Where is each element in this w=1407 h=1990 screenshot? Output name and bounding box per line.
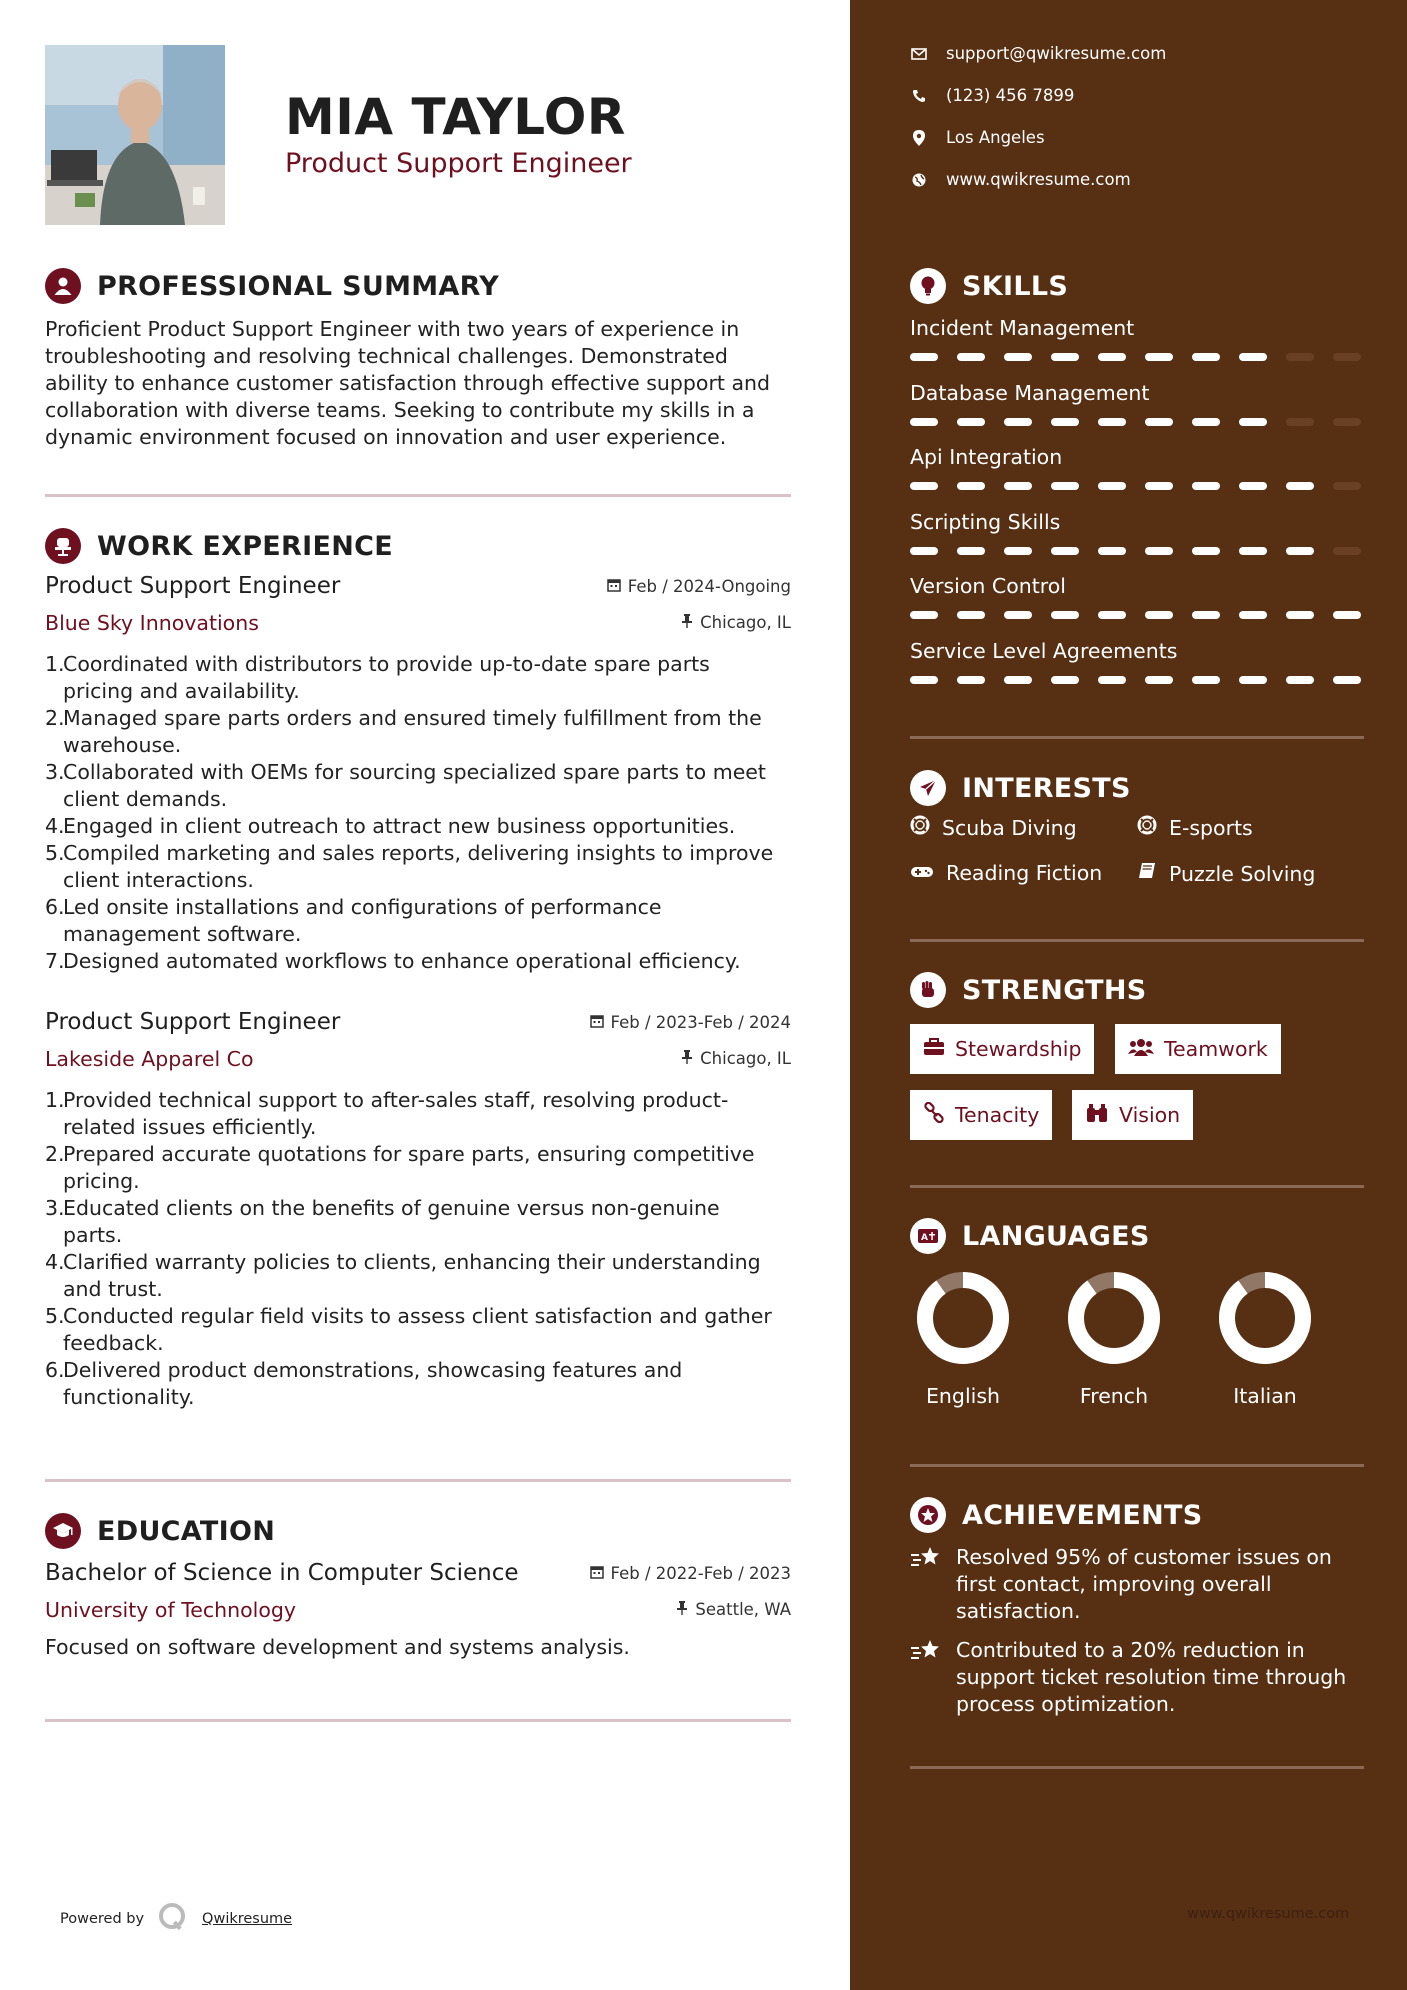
skill-level-dot xyxy=(1004,676,1032,684)
skill-level-dot xyxy=(1098,676,1126,684)
shooting-star-icon xyxy=(910,1637,942,1718)
skill-level-dot xyxy=(910,418,938,426)
skill-item xyxy=(910,316,1370,361)
language-item xyxy=(1205,1270,1325,1408)
skill-level-dot xyxy=(957,482,985,490)
language-ring-fill xyxy=(1227,1280,1303,1356)
footer-url[interactable]: www.qwikresume.com xyxy=(1187,1906,1350,1922)
summary-title: PROFESSIONAL SUMMARY xyxy=(97,270,500,302)
strength-label: Teamwork xyxy=(1164,1037,1268,1061)
section-divider xyxy=(45,1479,791,1482)
job-duties xyxy=(45,651,791,975)
job-entry xyxy=(45,1009,791,1409)
star-badge-icon xyxy=(910,1497,946,1533)
skill-level-dot xyxy=(1239,611,1267,619)
fist-icon xyxy=(910,972,946,1008)
language-name: English xyxy=(925,1384,1001,1408)
candidate-title: Product Support Engineer xyxy=(285,148,632,179)
powered-by xyxy=(60,1902,292,1936)
list-item: 4. Engaged in client outreach to attract new business opportunities. xyxy=(45,814,736,838)
job-date-text: Feb / 2024-Ongoing xyxy=(627,577,791,596)
job-date xyxy=(590,1013,791,1032)
skill-level-dot xyxy=(1004,482,1032,490)
list-item: 6. Delivered product demonstrations, showcasing features and functionality. xyxy=(45,1358,683,1409)
lifebuoy-icon xyxy=(910,815,930,840)
strength-chip xyxy=(910,1090,1052,1140)
skill-level-dot xyxy=(1286,676,1314,684)
section-divider xyxy=(45,494,791,497)
skill-level-dot xyxy=(1004,353,1032,361)
language-item xyxy=(903,1270,1023,1408)
skill-level-dot xyxy=(1192,353,1220,361)
skill-level-dot xyxy=(910,547,938,555)
envelope-icon xyxy=(910,48,928,60)
skill-level-dot xyxy=(910,482,938,490)
skill-level-dot xyxy=(910,676,938,684)
pin-icon xyxy=(681,1049,693,1068)
calendar-icon xyxy=(590,1013,604,1032)
summary-line: dynamic environment focused on innovation and user experience. xyxy=(45,425,727,449)
interest-label: E-sports xyxy=(1169,815,1253,840)
job-duties xyxy=(45,1087,791,1411)
strengths-heading xyxy=(910,972,1147,1008)
skill-level-dot xyxy=(1145,482,1173,490)
skill-name: Service Level Agreements xyxy=(910,638,1178,663)
job-location-text: Chicago, IL xyxy=(700,613,791,632)
skill-level-dot xyxy=(1286,353,1314,361)
lifebuoy-icon xyxy=(1137,815,1157,840)
skill-level-dot xyxy=(1145,353,1173,361)
section-divider xyxy=(910,736,1364,739)
pin-icon xyxy=(681,613,693,632)
skill-name: Database Management xyxy=(910,380,1150,405)
skill-name: Version Control xyxy=(910,574,1067,598)
achievement-item xyxy=(910,1544,1370,1625)
user-icon xyxy=(45,268,81,304)
skill-item xyxy=(910,574,1370,619)
skills-heading xyxy=(910,268,1068,304)
list-item: 7. Designed automated workflows to enhance operational efficiency. xyxy=(45,949,741,973)
phone-text: (123) 456 7899 xyxy=(946,86,1075,105)
education-entry xyxy=(45,1560,791,1670)
section-divider xyxy=(910,1464,1364,1467)
skill-level-dot xyxy=(1239,676,1267,684)
achievement-item xyxy=(910,1637,1370,1718)
skill-name: Scripting Skills xyxy=(910,509,1061,534)
skill-level-dot xyxy=(1333,482,1361,490)
skill-level-dot xyxy=(1051,611,1079,619)
school-name: University of Technology xyxy=(45,1598,297,1622)
skill-level-dot xyxy=(1098,482,1126,490)
lightbulb-icon xyxy=(910,268,946,304)
achievements-heading xyxy=(910,1497,1203,1533)
interest-label: Scuba Diving xyxy=(942,815,1077,840)
binoculars-icon xyxy=(1085,1103,1109,1128)
skill-level-dot xyxy=(957,676,985,684)
skill-item xyxy=(910,381,1370,426)
strength-chip xyxy=(1072,1090,1193,1140)
interest-item xyxy=(910,815,1077,840)
skill-item xyxy=(910,510,1370,555)
summary-text xyxy=(45,316,795,451)
skill-level-dot xyxy=(1333,611,1361,619)
powered-by-label: Powered by xyxy=(60,1911,145,1927)
skill-level-dot xyxy=(1192,676,1220,684)
skill-level-dot xyxy=(1333,353,1361,361)
section-divider xyxy=(910,1185,1364,1188)
skill-level-meter xyxy=(910,547,1370,555)
graduation-cap-icon xyxy=(45,1513,81,1549)
education-title: EDUCATION xyxy=(97,1515,276,1547)
location-text: Los Angeles xyxy=(946,128,1045,147)
skill-level-dot xyxy=(1004,547,1032,555)
email-text: support@qwikresume.com xyxy=(946,44,1167,63)
candidate-name: MIA TAYLOR xyxy=(285,88,626,146)
list-item: 6. Led onsite installations and configurations of performance management software. xyxy=(45,895,662,946)
job-location-text: Chicago, IL xyxy=(700,1049,791,1068)
job-company: Blue Sky Innovations xyxy=(45,611,259,635)
achievement-line: Resolved 95% of customer issues on xyxy=(956,1545,1332,1569)
job-company: Lakeside Apparel Co xyxy=(45,1047,254,1071)
skill-level-dot xyxy=(1333,418,1361,426)
interest-label: Reading Fiction xyxy=(946,861,1103,885)
skill-level-dot xyxy=(1239,482,1267,490)
education-description: Focused on software development and systems analysis. xyxy=(45,1635,630,1659)
strength-chip xyxy=(1115,1024,1281,1074)
list-item: 2. Prepared accurate quotations for spare parts, ensuring competitive pricing. xyxy=(45,1142,755,1193)
svg-text:A: A xyxy=(921,1233,928,1243)
skill-level-dot xyxy=(1192,611,1220,619)
list-item: 3. Collaborated with OEMs for sourcing specialized spare parts to meet client demands. xyxy=(45,760,766,811)
skill-level-dot xyxy=(1145,418,1173,426)
skill-item xyxy=(910,639,1370,684)
summary-line: collaboration with diverse teams. Seeking to contribute my skills in a xyxy=(45,398,755,422)
skill-level-meter xyxy=(910,353,1370,361)
skills-title: SKILLS xyxy=(962,270,1069,302)
achievement-line: satisfaction. xyxy=(956,1599,1081,1623)
interest-label: Puzzle Solving xyxy=(1169,861,1316,886)
languages-title: LANGUAGES xyxy=(962,1220,1150,1252)
skill-level-dot xyxy=(1239,418,1267,426)
brand-link[interactable]: Qwikresume xyxy=(202,1911,293,1927)
skill-level-dot xyxy=(1333,676,1361,684)
job-entry xyxy=(45,573,791,973)
map-pin-icon xyxy=(910,130,928,146)
shooting-star-icon xyxy=(910,1544,942,1625)
education-date-text: Feb / 2022-Feb / 2023 xyxy=(610,1564,791,1583)
section-divider xyxy=(45,1719,791,1722)
globe-icon xyxy=(910,173,928,187)
achievement-line: first contact, improving overall xyxy=(956,1572,1272,1596)
skill-level-dot xyxy=(1145,611,1173,619)
skill-level-dot xyxy=(957,611,985,619)
language-proficiency-ring xyxy=(1066,1270,1162,1366)
skill-level-dot xyxy=(1145,547,1173,555)
contact-email[interactable] xyxy=(910,44,1166,63)
skill-level-dot xyxy=(1286,418,1314,426)
list-item: 5. Compiled marketing and sales reports, delivering insights to improve client interactions. xyxy=(45,841,774,892)
strength-label: Tenacity xyxy=(955,1103,1040,1127)
skill-name: Api Integration xyxy=(910,445,1063,469)
language-ring-fill xyxy=(1076,1280,1152,1356)
achievement-line: support ticket resolution time through xyxy=(956,1665,1347,1689)
skill-level-dot xyxy=(1004,418,1032,426)
skill-level-dot xyxy=(1286,611,1314,619)
skill-level-dot xyxy=(1098,353,1126,361)
summary-line: ability to enhance customer satisfaction through effective support and xyxy=(45,371,771,395)
list-item: 5. Conducted regular field visits to assess client satisfaction and gather feedback. xyxy=(45,1304,772,1355)
skill-level-dot xyxy=(1098,418,1126,426)
languages-heading xyxy=(910,1218,1150,1254)
skill-level-dot xyxy=(1192,547,1220,555)
skill-item xyxy=(910,445,1370,490)
interest-item xyxy=(910,861,1102,885)
book-icon xyxy=(1137,861,1157,886)
sidebar xyxy=(850,0,1407,1990)
skill-level-dot xyxy=(1051,676,1079,684)
interests-title: INTERESTS xyxy=(962,772,1131,804)
job-location xyxy=(681,613,791,632)
skill-level-dot xyxy=(1051,353,1079,361)
section-divider xyxy=(910,939,1364,942)
skill-level-meter xyxy=(910,418,1370,426)
briefcase-icon xyxy=(923,1037,945,1061)
list-item: 3. Educated clients on the benefits of genuine versus non-genuine parts. xyxy=(45,1196,720,1247)
phone-icon xyxy=(910,89,928,103)
achievement-line: Contributed to a 20% reduction in xyxy=(956,1638,1305,1662)
job-role: Product Support Engineer xyxy=(45,1009,341,1035)
briefcase-chair-icon xyxy=(45,528,81,564)
users-icon xyxy=(1128,1037,1154,1061)
skill-level-dot xyxy=(1098,611,1126,619)
strength-label: Stewardship xyxy=(955,1037,1082,1061)
skill-level-meter xyxy=(910,676,1370,684)
education-location-text: Seattle, WA xyxy=(695,1600,791,1619)
list-item: 1. Provided technical support to after-sales staff, resolving product- related issues efficiently. xyxy=(45,1088,729,1139)
interest-item xyxy=(1137,861,1315,886)
skill-level-dot xyxy=(1239,353,1267,361)
pin-icon xyxy=(676,1600,688,1619)
education-location xyxy=(676,1600,791,1619)
calendar-icon xyxy=(607,577,621,596)
profile-photo xyxy=(45,45,225,225)
contact-location xyxy=(910,128,1045,147)
achievements-title: ACHIEVEMENTS xyxy=(962,1499,1203,1531)
skill-level-dot xyxy=(1051,547,1079,555)
list-item: 2. Managed spare parts orders and ensured timely fulfillment from the warehouse. xyxy=(45,706,762,757)
qwikresume-logo-icon xyxy=(158,1902,188,1936)
skill-level-dot xyxy=(1333,547,1361,555)
degree: Bachelor of Science in Computer Science xyxy=(45,1560,519,1586)
section-divider xyxy=(910,1766,1364,1769)
skill-level-dot xyxy=(1145,676,1173,684)
skill-level-dot xyxy=(957,547,985,555)
job-date-text: Feb / 2023-Feb / 2024 xyxy=(610,1013,791,1032)
job-role: Product Support Engineer xyxy=(45,573,341,599)
list-item: 4. Clarified warranty policies to clients, enhancing their understanding and trust. xyxy=(45,1250,761,1301)
language-proficiency-ring xyxy=(915,1270,1011,1366)
skill-level-dot xyxy=(957,353,985,361)
achievement-line: process optimization. xyxy=(956,1692,1176,1716)
language-name: Italian xyxy=(1233,1384,1297,1408)
skill-name: Incident Management xyxy=(910,316,1135,340)
skill-level-dot xyxy=(1239,547,1267,555)
language-ring-fill xyxy=(925,1280,1001,1356)
strength-label: Vision xyxy=(1119,1103,1181,1127)
skill-level-meter xyxy=(910,611,1370,619)
calendar-icon xyxy=(590,1564,604,1583)
skill-level-meter xyxy=(910,482,1370,490)
skill-level-dot xyxy=(1051,482,1079,490)
skill-level-dot xyxy=(1051,418,1079,426)
education-heading xyxy=(45,1513,275,1549)
gamepad-icon xyxy=(910,861,934,885)
contact-website[interactable] xyxy=(910,170,1131,189)
summary-heading xyxy=(45,268,499,304)
job-location xyxy=(681,1049,791,1068)
paper-plane-icon xyxy=(910,770,946,806)
link-icon xyxy=(923,1102,945,1129)
website-text: www.qwikresume.com xyxy=(946,170,1131,189)
skill-level-dot xyxy=(1286,482,1314,490)
contact-phone[interactable] xyxy=(910,86,1074,105)
skill-level-dot xyxy=(910,611,938,619)
strength-chip xyxy=(910,1024,1094,1074)
skill-level-dot xyxy=(1004,611,1032,619)
language-item xyxy=(1054,1270,1174,1408)
skill-level-dot xyxy=(957,418,985,426)
interest-item xyxy=(1137,815,1253,840)
experience-heading xyxy=(45,528,393,564)
translate-icon xyxy=(910,1218,946,1254)
skill-level-dot xyxy=(910,353,938,361)
summary-line: Proficient Product Support Engineer with two years of experience in xyxy=(45,317,740,341)
skill-level-dot xyxy=(1286,547,1314,555)
experience-title: WORK EXPERIENCE xyxy=(97,530,393,562)
list-item: 1. Coordinated with distributors to provide up-to-date spare parts pricing and availability. xyxy=(45,652,710,703)
education-date xyxy=(590,1564,791,1583)
skill-level-dot xyxy=(1098,547,1126,555)
skill-level-dot xyxy=(1192,482,1220,490)
summary-line: troubleshooting and resolving technical challenges. Demonstrated xyxy=(45,344,728,368)
language-proficiency-ring xyxy=(1217,1270,1313,1366)
interests-heading xyxy=(910,770,1131,806)
language-name: French xyxy=(1079,1384,1149,1408)
job-date xyxy=(607,577,791,596)
skill-level-dot xyxy=(1192,418,1220,426)
strengths-title: STRENGTHS xyxy=(962,974,1147,1006)
